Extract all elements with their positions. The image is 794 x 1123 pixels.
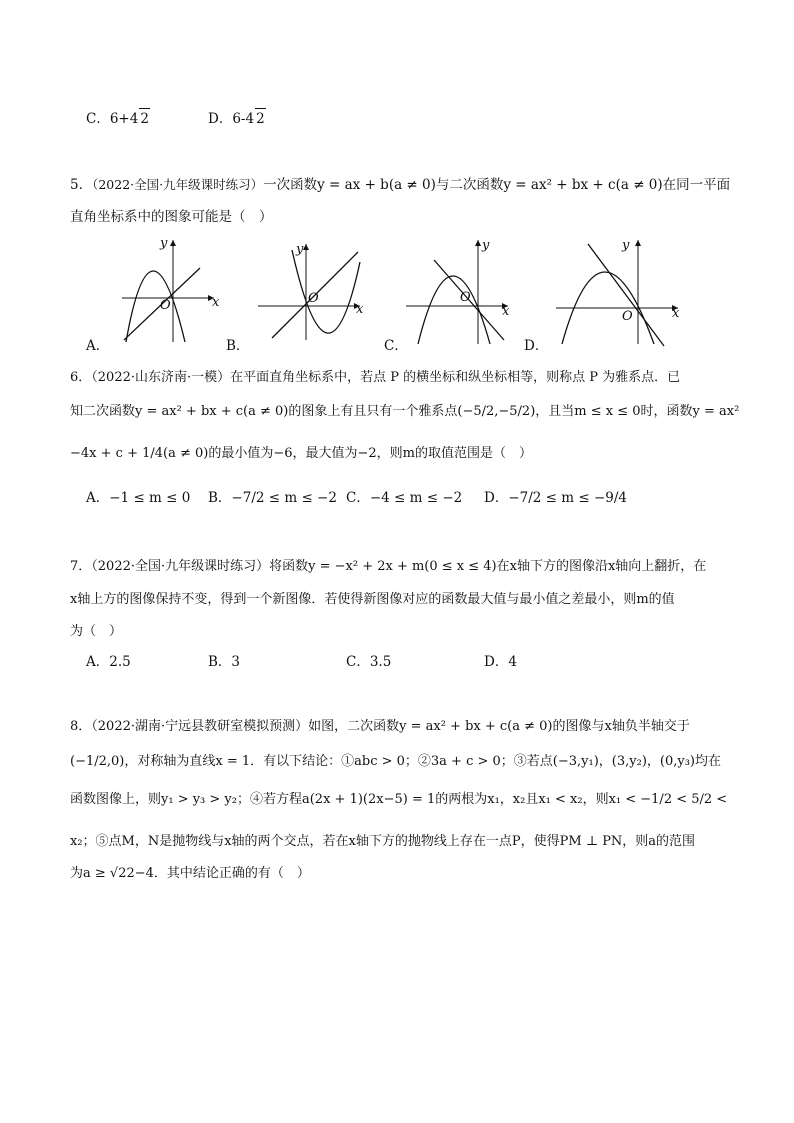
q5-a-y: y xyxy=(160,236,168,251)
q6-option-b[interactable]: B．−7/2 ≤ m ≤ −2 xyxy=(208,490,337,506)
q5-graph-a xyxy=(118,236,218,346)
q5-c-x: x xyxy=(502,304,510,319)
q5-option-c[interactable]: C． xyxy=(384,338,408,354)
q8-line4: x₂；⑤点M，N是抛物线与x轴的两个交点，若在x轴下方的抛物线上存在一点P，使得PM ⊥ PN，则a的范围 xyxy=(70,834,696,849)
q5-a-x: x xyxy=(212,295,220,310)
q5-line1: 5．（2022·全国·九年级课时练习）一次函数y = ax + b(a ≠ 0)与二次函数y = ax² + bx + c(a ≠ 0)在同一平面 xyxy=(70,177,731,193)
q5-line2: 直角坐标系中的图象可能是（ ） xyxy=(70,209,273,225)
q8-line2: (−1/2,0)，对称轴为直线x = 1．有以下结论：①abc > 0；②3a + c > 0；③若点(−3,y₁)，(3,y₂)，(0,y₃)均在 xyxy=(70,754,721,769)
q6-line2: 知二次函数y = ax² + bx + c(a ≠ 0)的图象上有且只有一个雅系点(−5/2,−5/2)，且当m ≤ x ≤ 0时，函数y = ax² xyxy=(70,404,740,419)
q5-graph-d xyxy=(554,236,684,348)
q7-option-d[interactable]: D．4 xyxy=(484,654,517,670)
q6-option-a[interactable]: A．−1 ≤ m ≤ 0 xyxy=(86,490,191,506)
q5-option-d[interactable]: D． xyxy=(524,338,549,354)
q6-option-c[interactable]: C．−4 ≤ m ≤ −2 xyxy=(346,490,463,506)
q5-a-o: O xyxy=(160,298,171,313)
q5-option-b[interactable]: B． xyxy=(226,338,250,354)
q7-option-c[interactable]: C．3.5 xyxy=(346,654,392,670)
q5-option-a[interactable]: A． xyxy=(86,338,110,354)
q4-option-c[interactable]: C．6+4 2 xyxy=(86,108,150,129)
q5-d-o: O xyxy=(622,309,633,324)
q8-line5: 为a ≥ √22−4．其中结论正确的有（ ） xyxy=(70,866,310,881)
q5-graph-c xyxy=(404,236,512,346)
q5-d-x: x xyxy=(672,306,680,321)
q8-line1: 8．（2022·湖南·宁远县教研室模拟预测）如图，二次函数y = ax² + bx + c(a ≠ 0)的图像与x轴负半轴交于 xyxy=(70,719,690,734)
q5-c-y: y xyxy=(482,238,490,253)
q8-line3: 函数图像上，则y₁ > y₃ > y₂；④若方程a(2x + 1)(2x−5) = 1的两根为x₁，x₂且x₁ < x₂，则x₁ < −1/2 < 5/2 < xyxy=(70,792,728,807)
q7-line1: 7．（2022·全国·九年级课时练习）将函数y = −x² + 2x + m(0 ≤ x ≤ 4)在x轴下方的图像沿x轴向上翻折，在 xyxy=(70,559,707,574)
q6-option-d[interactable]: D．−7/2 ≤ m ≤ −9/4 xyxy=(484,490,627,506)
q7-option-a[interactable]: A．2.5 xyxy=(86,654,131,670)
q5-b-y: y xyxy=(296,242,304,257)
q5-b-o: O xyxy=(308,291,319,306)
q6-line1: 6．（2022·山东济南·一模）在平面直角坐标系中，若点 P 的横坐标和纵坐标相等，则称点 P 为雅系点．已 xyxy=(70,370,681,385)
q6-line3: −4x + c + 1/4(a ≠ 0)的最小值为−6，最大值为−2，则m的取值范围是（ ） xyxy=(70,446,532,461)
q5-b-x: x xyxy=(356,302,364,317)
q7-option-b[interactable]: B．3 xyxy=(208,654,241,670)
q5-c-o: O xyxy=(460,290,471,305)
q4-option-d[interactable]: D．6-4 2 xyxy=(208,108,266,129)
q7-line3: 为（ ） xyxy=(70,624,123,639)
q7-line2: x轴上方的图像保持不变，得到一个新图像．若使得新图像对应的函数最大值与最小值之差最小，则m的值 xyxy=(70,592,675,607)
q5-d-y: y xyxy=(622,238,630,253)
